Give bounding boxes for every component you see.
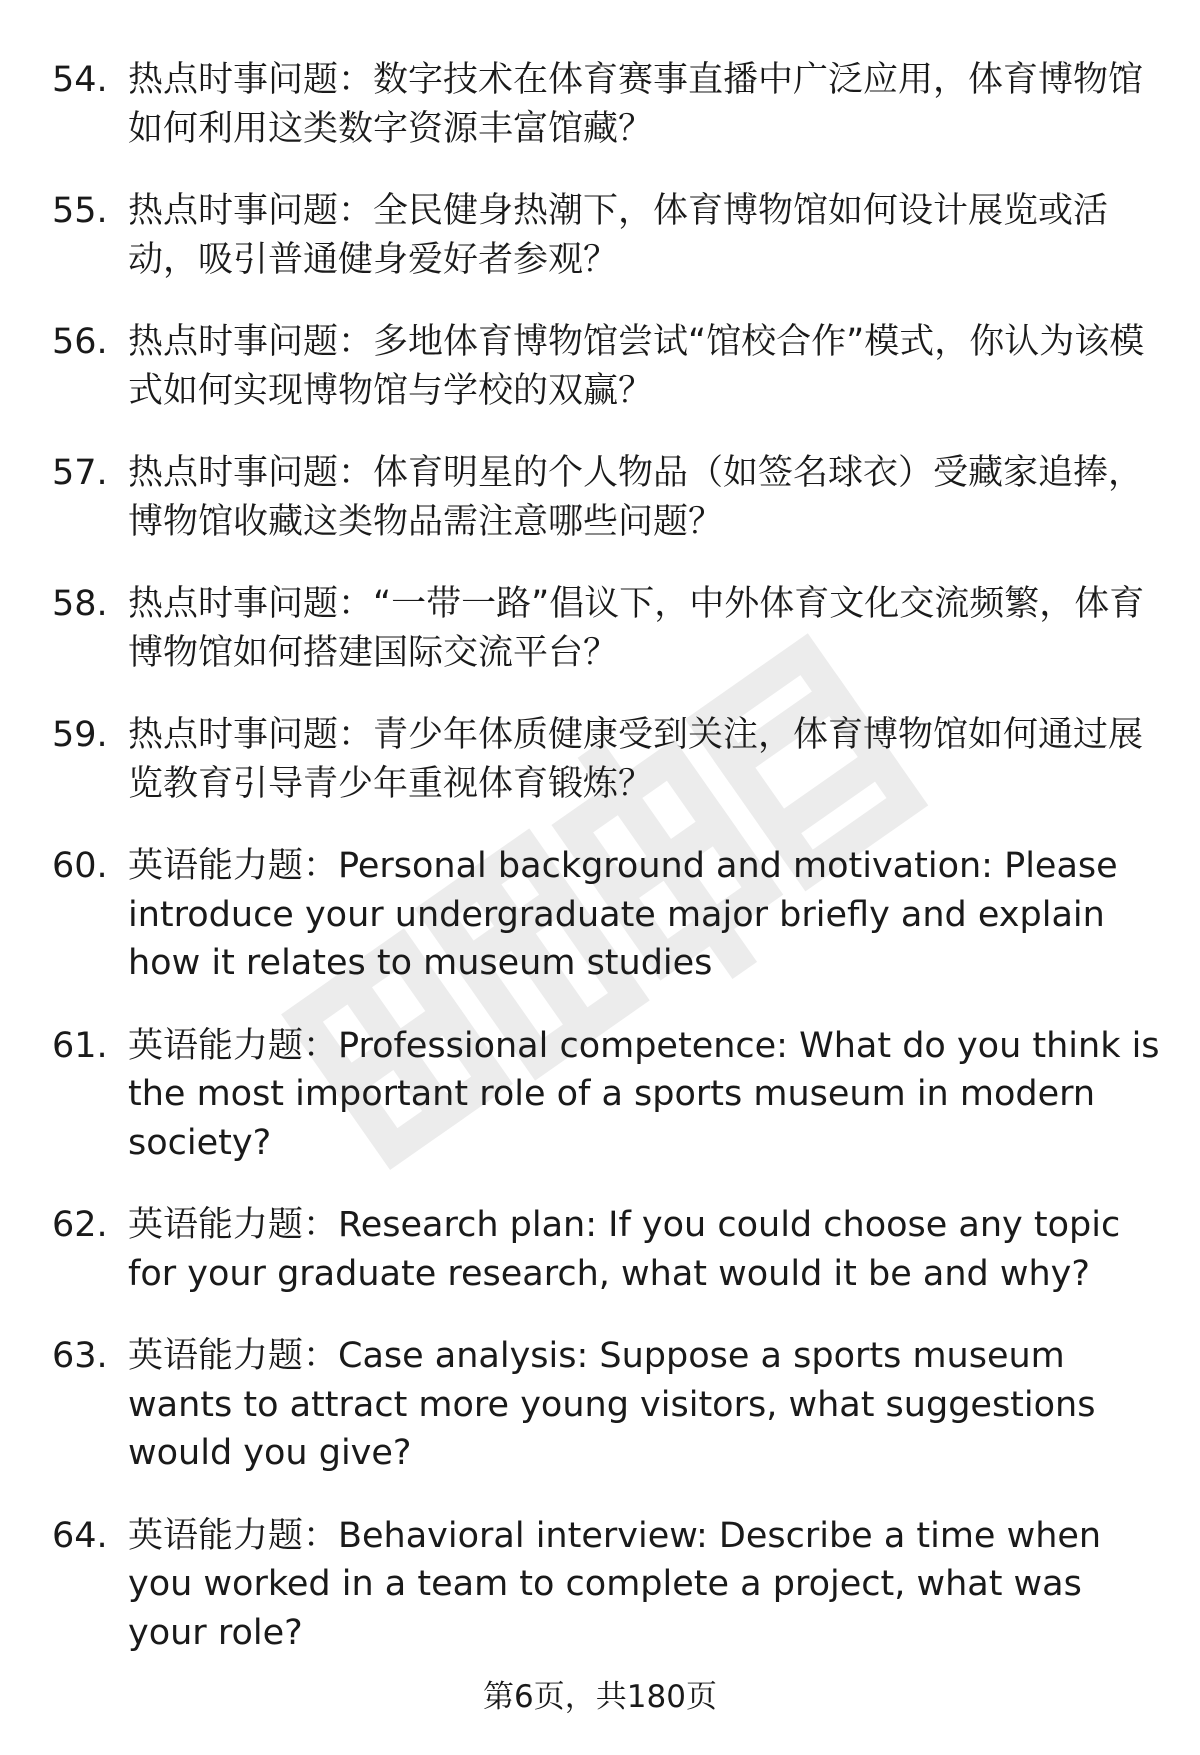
question-number: 54. xyxy=(52,60,108,100)
question-item xyxy=(52,711,1162,808)
question-text: 热点时事问题：“一带一路”倡议下，中外体育文化交流频繁，体育博物馆如何搭建国际交流平台？ xyxy=(128,584,1145,673)
question-text: 热点时事问题：体育明星的个人物品（如签名球衣）受藏家追捧，博物馆收藏这类物品需注意哪些问题？ xyxy=(128,453,1144,542)
question-number: 64. xyxy=(52,1515,108,1556)
question-number: 61. xyxy=(52,1025,108,1066)
question-text: 热点时事问题：数字技术在体育赛事直播中广泛应用，体育博物馆如何利用这类数字资源丰富馆藏？ xyxy=(128,60,1144,149)
question-item xyxy=(52,449,1162,546)
question-number: 60. xyxy=(52,846,108,886)
question-text: 英语能力题：Case analysis: Suppose a sports museum wants to attract more young visitors, what suggestions would you give? xyxy=(128,1336,1096,1473)
question-item xyxy=(52,1512,1162,1658)
question-number: 56. xyxy=(52,322,108,362)
question-number: 62. xyxy=(52,1205,108,1245)
question-item xyxy=(52,1022,1162,1168)
question-text: 热点时事问题：全民健身热潮下，体育博物馆如何设计展览或活动，吸引普通健身爱好者参观？ xyxy=(128,191,1109,280)
question-number: 59. xyxy=(52,715,108,755)
question-text: 英语能力题：Research plan: If you could choose any topic for your graduate research, what would it be and why? xyxy=(128,1205,1121,1294)
question-item xyxy=(52,56,1162,153)
question-list xyxy=(52,56,1162,1691)
question-item xyxy=(52,1201,1162,1298)
question-item xyxy=(52,842,1162,988)
question-text: 热点时事问题：青少年体质健康受到关注，体育博物馆如何通过展览教育引导青少年重视体育锻炼？ xyxy=(128,715,1144,804)
page-footer: 第6页，共180页 xyxy=(483,1679,717,1715)
question-number: 57. xyxy=(52,453,108,493)
question-text: 英语能力题：Professional competence: What do you think is the most important role of a sports museum in modern society? xyxy=(128,1025,1160,1163)
question-number: 55. xyxy=(52,191,108,231)
question-item xyxy=(52,318,1162,415)
question-number: 58. xyxy=(52,584,108,624)
question-item xyxy=(52,580,1162,677)
question-text: 英语能力题：Behavioral interview: Describe a time when you worked in a team to complete a project, what was your role? xyxy=(128,1515,1102,1653)
question-text: 热点时事问题：多地体育博物馆尝试“馆校合作”模式，你认为该模式如何实现博物馆与学校的双赢？ xyxy=(128,322,1145,411)
question-number: 63. xyxy=(52,1336,108,1376)
question-text: 英语能力题：Personal background and motivation: Please introduce your undergraduate major briefly and explain how it relates to museum studies xyxy=(128,846,1118,983)
question-item xyxy=(52,1332,1162,1478)
question-item xyxy=(52,187,1162,284)
